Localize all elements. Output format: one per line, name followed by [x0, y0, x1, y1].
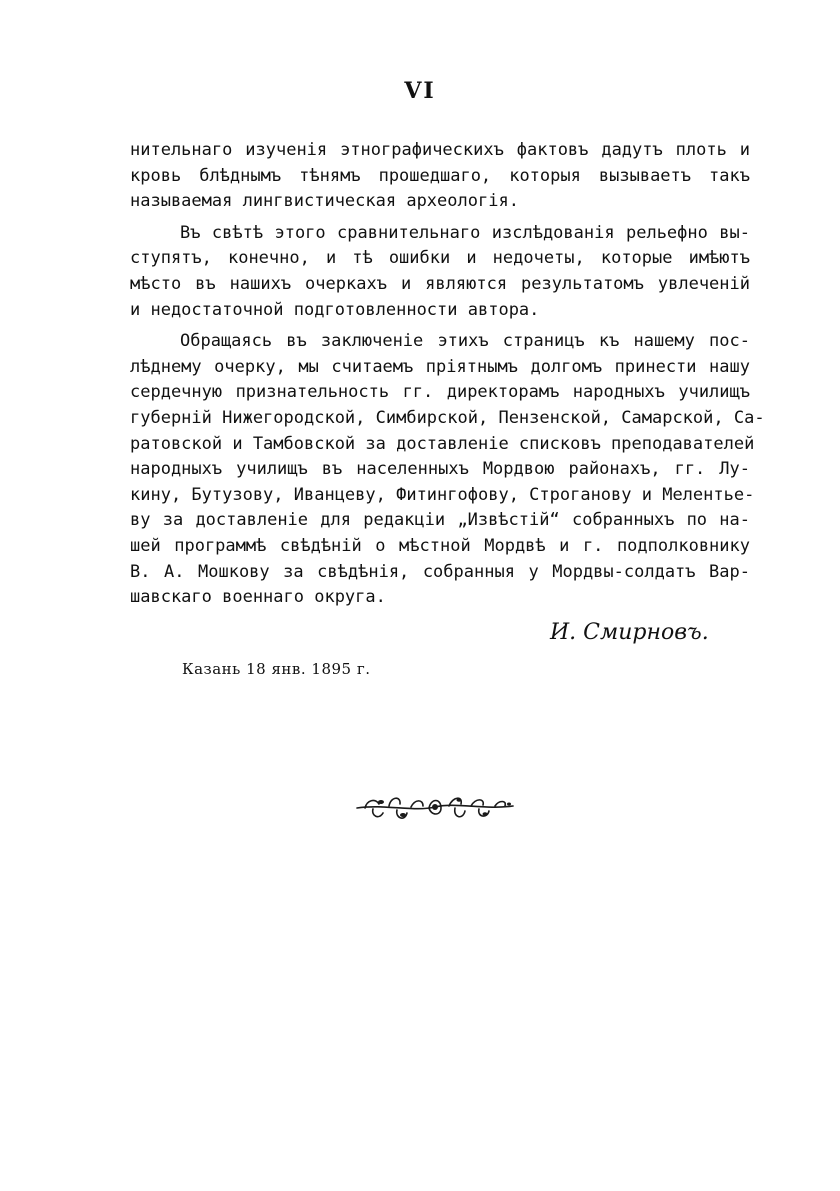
paragraph-1: [130, 138, 750, 215]
author-signature: И. Смирновъ.: [550, 620, 709, 645]
text-line: и недостаточной подготовленности автора.: [130, 299, 540, 320]
text-line: мѣсто въ нашихъ очеркахъ и являются результатомъ увлеченій: [130, 273, 750, 294]
text-line: ву за доставленіе для редакціи „Извѣстій“ собранныхъ по на-: [130, 510, 750, 531]
text-line: шей программѣ свѣдѣній о мѣстной Мордвѣ и г. подполковнику: [130, 535, 750, 556]
text-line: ратовской и Тамбовской за доставленіе списковъ преподавателей: [130, 433, 755, 454]
text-line: лѣднему очерку, мы считаемъ пріятнымъ долгомъ принести нашу: [130, 356, 750, 377]
text-line: нительнаго изученія этнографическихъ фактовъ дадутъ плоть и: [130, 140, 750, 160]
text-line: кину, Бутузову, Иванцеву, Фитингофову, Строганову и Мелентье-: [130, 484, 755, 505]
text-line: сердечную признательность гг. директорамъ народныхъ училищъ: [130, 382, 750, 403]
text-line: народныхъ училищъ въ населенныхъ Мордвою районахъ, гг. Лу-: [130, 459, 750, 480]
text-line: называемая лингвистическая археологія.: [130, 191, 519, 212]
page-number: VI: [404, 78, 436, 104]
text-line: В. А. Мошкову за свѣдѣнія, собранныя у Мордвы-солдатъ Вар-: [130, 561, 750, 582]
text-line: губерній Нижегородской, Симбирской, Пензенской, Самарской, Са-: [130, 407, 765, 428]
text-line: Въ свѣтѣ этого сравнительнаго изслѣдованія рельефно вы-: [180, 222, 750, 243]
text-line: ступятъ, конечно, и тѣ ошибки и недочеты, которые имѣютъ: [130, 248, 750, 269]
paragraph-2: [130, 221, 750, 323]
body-text: [130, 138, 765, 611]
text-line: Обращаясь въ заключеніе этихъ страницъ къ нашему пос-: [180, 331, 750, 352]
floral-vignette-icon: [345, 782, 525, 832]
text-line: шавскаго военнаго округа.: [130, 587, 386, 608]
text-line: кровь блѣднымъ тѣнямъ прошедшаго, которыя вызываетъ такъ: [130, 165, 750, 186]
paragraph-3: [130, 329, 765, 611]
place-date: Казань 18 янв. 1895 г.: [182, 660, 371, 678]
